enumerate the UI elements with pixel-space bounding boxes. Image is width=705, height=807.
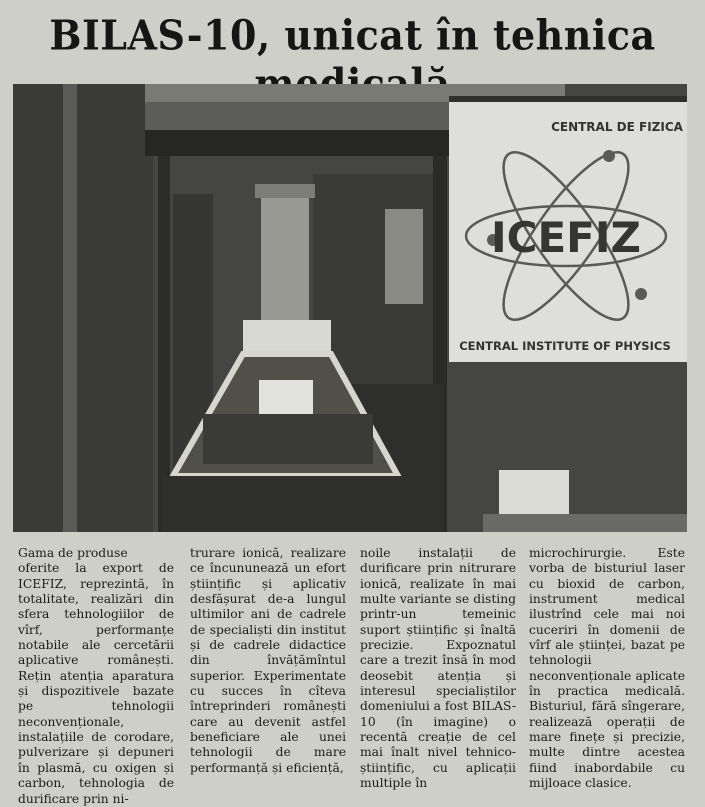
photo-scene <box>13 84 687 532</box>
article-column-2: trurare ionică, realizare ce încununează un efort științific și aplicativ desfășurat de-a lungul ultimilor ani de cadrele de specialiști din institut și de cadrele didactice din învățămîntul superior. Experimentate cu succes în cîteva întreprinderi românești care au devenit astfel beneficiare ale unei tehnologii de mare performanță și eficiență, <box>190 546 346 775</box>
banner-bottom-text: CENTRAL INSTITUTE OF PHYSICS <box>459 339 671 353</box>
headline: BILAS-10, unicat în tehnica <box>49 10 656 59</box>
article-column-4: microchirurgie. Este vorba de bisturiul laser cu bioxid de carbon, instrument medical ilustrînd cele mai noi cuceriri în domenii de vîrf ale științei, bazat pe tehnologii neconvenționale aplicate în practica medicală. Bisturiul, fără sîngerare, realizează operații de mare finețe și precizie, multe dintre acestea fiind inabordabile cu mijloace clasice. <box>529 546 685 791</box>
banner-top-text: CENTRAL DE FIZICA <box>551 120 683 134</box>
article-body <box>16 546 692 806</box>
article-column-1: Gama de produse oferite la export de ICEFIZ, reprezintă, în totalitate, realizări din sfera tehnologiilor de vîrf, performanțe notabile ale cercetării aplicative românești. Rețin atenția aparatura și dispozitivele bazate pe tehnologii neconvenționale, instalațiile de corodare, pulverizare și depuneri în plasmă, cu oxigen și carbon, tehnologia de durificare prin ni- <box>18 546 174 806</box>
article-column-3: noile instalații de durificare prin nitrurare ionică, realizate în mai multe variante se disting printr-un temeinic suport științific și înaltă precizie. Expoznatul care a trezit însă în mod deosebit atenția și interesul specialiștilor domeniului a fost BILAS-10 (în imagine) o recentă creație de cel mai înalt nivel tehnico-științific, cu aplicații multiple în <box>360 546 517 791</box>
logo-icefiz: ICEFIZ <box>491 213 641 262</box>
exhibit-photo <box>13 84 687 532</box>
